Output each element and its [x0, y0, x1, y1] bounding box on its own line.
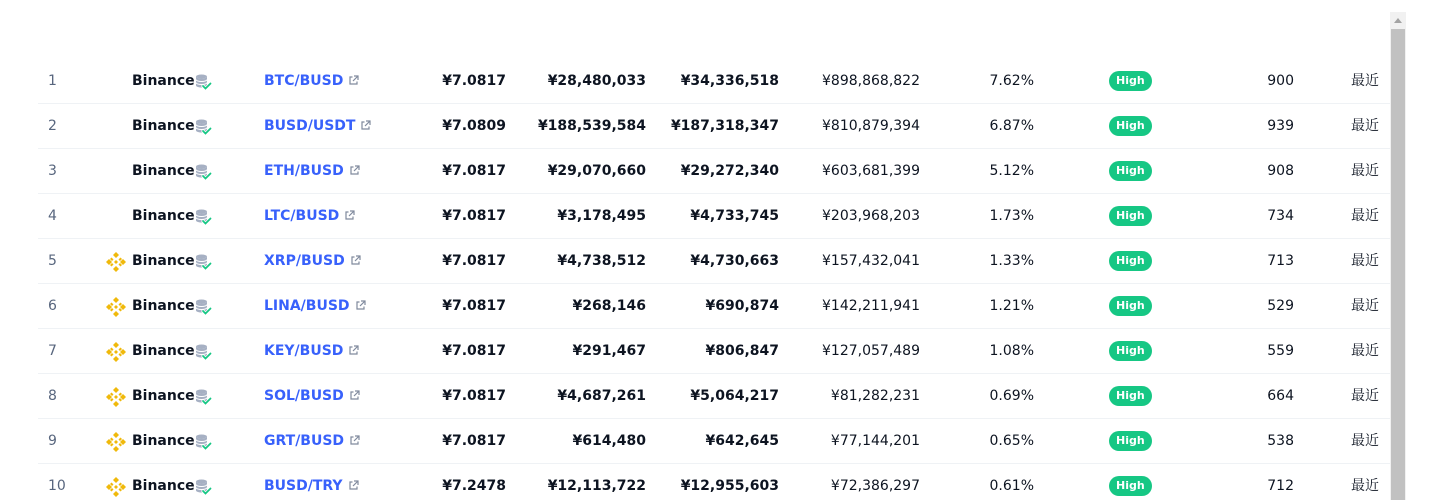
- rank: 1: [48, 73, 57, 89]
- scrollbar-thumb[interactable]: [1391, 29, 1405, 500]
- liquidity-score: 713: [1267, 253, 1294, 269]
- external-link-icon[interactable]: [349, 150, 360, 194]
- market-pair-link[interactable]: [264, 149, 360, 193]
- liquidity-score: 538: [1267, 433, 1294, 449]
- confidence-badge: [1109, 206, 1152, 226]
- depth-plus-2: ¥268,146: [572, 298, 646, 314]
- price: ¥7.2478: [442, 478, 506, 494]
- volume-share: 0.65%: [989, 433, 1034, 449]
- verified-database-icon: [194, 163, 212, 181]
- confidence-label: High: [1109, 206, 1152, 226]
- depth-minus-2: ¥4,730,663: [690, 253, 779, 269]
- confidence-label: High: [1109, 161, 1152, 181]
- confidence-label: High: [1109, 251, 1152, 271]
- confidence-badge: [1109, 71, 1152, 91]
- rank: 9: [48, 433, 57, 449]
- rank: 7: [48, 343, 57, 359]
- pair-label[interactable]: BTC/BUSD: [264, 73, 344, 89]
- binance-logo-icon: [104, 295, 128, 317]
- pair-label[interactable]: XRP/BUSD: [264, 253, 345, 269]
- updated: 最近: [1351, 343, 1379, 359]
- depth-plus-2: ¥3,178,495: [557, 208, 646, 224]
- volume-share: 1.73%: [989, 208, 1034, 224]
- depth-plus-2: ¥29,070,660: [547, 163, 646, 179]
- external-link-icon[interactable]: [360, 105, 371, 149]
- updated: 最近: [1351, 388, 1379, 404]
- volume-24h: ¥142,211,941: [822, 298, 920, 314]
- exchange-name[interactable]: Binance: [132, 73, 195, 89]
- external-link-icon[interactable]: [348, 465, 359, 500]
- binance-logo-icon: [104, 385, 128, 407]
- rank: 6: [48, 298, 57, 314]
- verified-database-icon: [194, 118, 212, 136]
- table-row[interactable]: [38, 104, 1390, 149]
- volume-24h: ¥127,057,489: [822, 343, 920, 359]
- updated: 最近: [1351, 253, 1379, 269]
- updated: 最近: [1351, 73, 1379, 89]
- price: ¥7.0817: [442, 343, 506, 359]
- liquidity-score: 939: [1267, 118, 1294, 134]
- binance-logo-icon: [104, 475, 128, 497]
- updated: 最近: [1351, 118, 1379, 134]
- binance-logo-icon: [104, 340, 128, 362]
- external-link-icon[interactable]: [349, 420, 360, 464]
- confidence-badge: [1109, 341, 1152, 361]
- depth-minus-2: ¥12,955,603: [680, 478, 779, 494]
- depth-plus-2: ¥188,539,584: [537, 118, 646, 134]
- depth-plus-2: ¥4,687,261: [557, 388, 646, 404]
- depth-minus-2: ¥690,874: [705, 298, 779, 314]
- confidence-badge: [1109, 161, 1152, 181]
- depth-plus-2: ¥28,480,033: [547, 73, 646, 89]
- liquidity-score: 664: [1267, 388, 1294, 404]
- volume-share: 0.69%: [989, 388, 1034, 404]
- exchange-name[interactable]: Binance: [132, 343, 195, 359]
- volume-24h: ¥81,282,231: [830, 388, 920, 404]
- external-link-icon[interactable]: [348, 330, 359, 374]
- depth-plus-2: ¥614,480: [572, 433, 646, 449]
- liquidity-score: 734: [1267, 208, 1294, 224]
- market-pair-link[interactable]: [264, 194, 355, 238]
- depth-minus-2: ¥806,847: [705, 343, 779, 359]
- verified-database-icon: [194, 253, 212, 271]
- table-row[interactable]: [38, 329, 1390, 374]
- table-row[interactable]: [38, 374, 1390, 419]
- depth-plus-2: ¥12,113,722: [547, 478, 646, 494]
- exchange-name[interactable]: Binance: [132, 478, 195, 494]
- confidence-label: High: [1109, 71, 1152, 91]
- verified-database-icon: [194, 388, 212, 406]
- exchange-name[interactable]: Binance: [132, 388, 195, 404]
- liquidity-score: 908: [1267, 163, 1294, 179]
- confidence-label: High: [1109, 341, 1152, 361]
- updated: 最近: [1351, 478, 1379, 494]
- exchange-name[interactable]: Binance: [132, 253, 195, 269]
- rank: 3: [48, 163, 57, 179]
- updated: 最近: [1351, 298, 1379, 314]
- confidence-label: High: [1109, 296, 1152, 316]
- volume-24h: ¥157,432,041: [822, 253, 920, 269]
- external-link-icon[interactable]: [349, 375, 360, 419]
- market-pair-link[interactable]: [264, 419, 360, 463]
- pair-label[interactable]: KEY/BUSD: [264, 343, 344, 359]
- binance-logo-icon: [104, 250, 128, 272]
- verified-database-icon: [194, 298, 212, 316]
- depth-plus-2: ¥291,467: [572, 343, 646, 359]
- verified-database-icon: [194, 343, 212, 361]
- pair-label[interactable]: BUSD/TRY: [264, 478, 343, 494]
- volume-24h: ¥203,968,203: [822, 208, 920, 224]
- market-pair-link[interactable]: [264, 329, 359, 373]
- pair-label[interactable]: GRT/BUSD: [264, 433, 345, 449]
- market-pair-link[interactable]: [264, 239, 361, 283]
- volume-share: 5.12%: [989, 163, 1034, 179]
- table-row[interactable]: [38, 284, 1390, 329]
- rank: 5: [48, 253, 57, 269]
- exchange-name[interactable]: Binance: [132, 163, 195, 179]
- market-pair-link[interactable]: [264, 374, 360, 418]
- volume-share: 0.61%: [989, 478, 1034, 494]
- pair-label[interactable]: LINA/BUSD: [264, 298, 350, 314]
- confidence-badge: [1109, 386, 1152, 406]
- confidence-badge: [1109, 431, 1152, 451]
- volume-24h: ¥810,879,394: [822, 118, 920, 134]
- market-pair-link[interactable]: [264, 59, 359, 103]
- market-pair-link[interactable]: [264, 464, 359, 500]
- price: ¥7.0809: [442, 118, 506, 134]
- external-link-icon[interactable]: [350, 240, 361, 284]
- table-row[interactable]: [38, 59, 1390, 104]
- exchange-name[interactable]: Binance: [132, 433, 195, 449]
- market-pair-link[interactable]: [264, 104, 371, 148]
- pair-label[interactable]: SOL/BUSD: [264, 388, 344, 404]
- confidence-label: High: [1109, 431, 1152, 451]
- external-link-icon[interactable]: [344, 195, 355, 239]
- volume-24h: ¥72,386,297: [830, 478, 920, 494]
- rank: 10: [48, 478, 66, 494]
- markets-table: [38, 59, 1390, 500]
- depth-plus-2: ¥4,738,512: [557, 253, 646, 269]
- exchange-name[interactable]: Binance: [132, 298, 195, 314]
- pair-label[interactable]: LTC/BUSD: [264, 208, 340, 224]
- pair-label[interactable]: BUSD/USDT: [264, 118, 356, 134]
- updated: 最近: [1351, 208, 1379, 224]
- depth-minus-2: ¥5,064,217: [690, 388, 779, 404]
- price: ¥7.0817: [442, 208, 506, 224]
- volume-24h: ¥77,144,201: [830, 433, 920, 449]
- volume-24h: ¥898,868,822: [822, 73, 920, 89]
- depth-minus-2: ¥29,272,340: [680, 163, 779, 179]
- updated: 最近: [1351, 163, 1379, 179]
- liquidity-score: 529: [1267, 298, 1294, 314]
- exchange-name[interactable]: Binance: [132, 118, 195, 134]
- table-row[interactable]: [38, 419, 1390, 464]
- volume-share: 1.21%: [989, 298, 1034, 314]
- external-link-icon[interactable]: [355, 285, 366, 329]
- exchange-name[interactable]: Binance: [132, 208, 195, 224]
- rank: 2: [48, 118, 57, 134]
- scroll-up-arrow[interactable]: [1390, 12, 1406, 29]
- depth-minus-2: ¥187,318,347: [670, 118, 779, 134]
- confidence-badge: [1109, 296, 1152, 316]
- verified-database-icon: [194, 208, 212, 226]
- table-row[interactable]: [38, 464, 1390, 500]
- depth-minus-2: ¥4,733,745: [690, 208, 779, 224]
- external-link-icon[interactable]: [348, 60, 359, 104]
- confidence-badge: [1109, 251, 1152, 271]
- volume-24h: ¥603,681,399: [822, 163, 920, 179]
- volume-share: 7.62%: [989, 73, 1034, 89]
- table-row[interactable]: [38, 239, 1390, 284]
- updated: 最近: [1351, 433, 1379, 449]
- liquidity-score: 712: [1267, 478, 1294, 494]
- price: ¥7.0817: [442, 388, 506, 404]
- price: ¥7.0817: [442, 253, 506, 269]
- price: ¥7.0817: [442, 163, 506, 179]
- table-row[interactable]: [38, 149, 1390, 194]
- depth-minus-2: ¥642,645: [705, 433, 779, 449]
- depth-minus-2: ¥34,336,518: [680, 73, 779, 89]
- liquidity-score: 559: [1267, 343, 1294, 359]
- volume-share: 6.87%: [989, 118, 1034, 134]
- chevron-up-icon: [1394, 18, 1402, 23]
- rank: 8: [48, 388, 57, 404]
- price: ¥7.0817: [442, 73, 506, 89]
- rank: 4: [48, 208, 57, 224]
- liquidity-score: 900: [1267, 73, 1294, 89]
- confidence-label: High: [1109, 386, 1152, 406]
- confidence-label: High: [1109, 116, 1152, 136]
- verified-database-icon: [194, 73, 212, 91]
- binance-logo-icon: [104, 430, 128, 452]
- table-row[interactable]: [38, 194, 1390, 239]
- vertical-scrollbar[interactable]: [1390, 12, 1406, 500]
- confidence-badge: [1109, 476, 1152, 496]
- confidence-badge: [1109, 116, 1152, 136]
- verified-database-icon: [194, 478, 212, 496]
- verified-database-icon: [194, 433, 212, 451]
- price: ¥7.0817: [442, 433, 506, 449]
- price: ¥7.0817: [442, 298, 506, 314]
- confidence-label: High: [1109, 476, 1152, 496]
- volume-share: 1.33%: [989, 253, 1034, 269]
- pair-label[interactable]: ETH/BUSD: [264, 163, 344, 179]
- market-pair-link[interactable]: [264, 284, 366, 328]
- volume-share: 1.08%: [989, 343, 1034, 359]
